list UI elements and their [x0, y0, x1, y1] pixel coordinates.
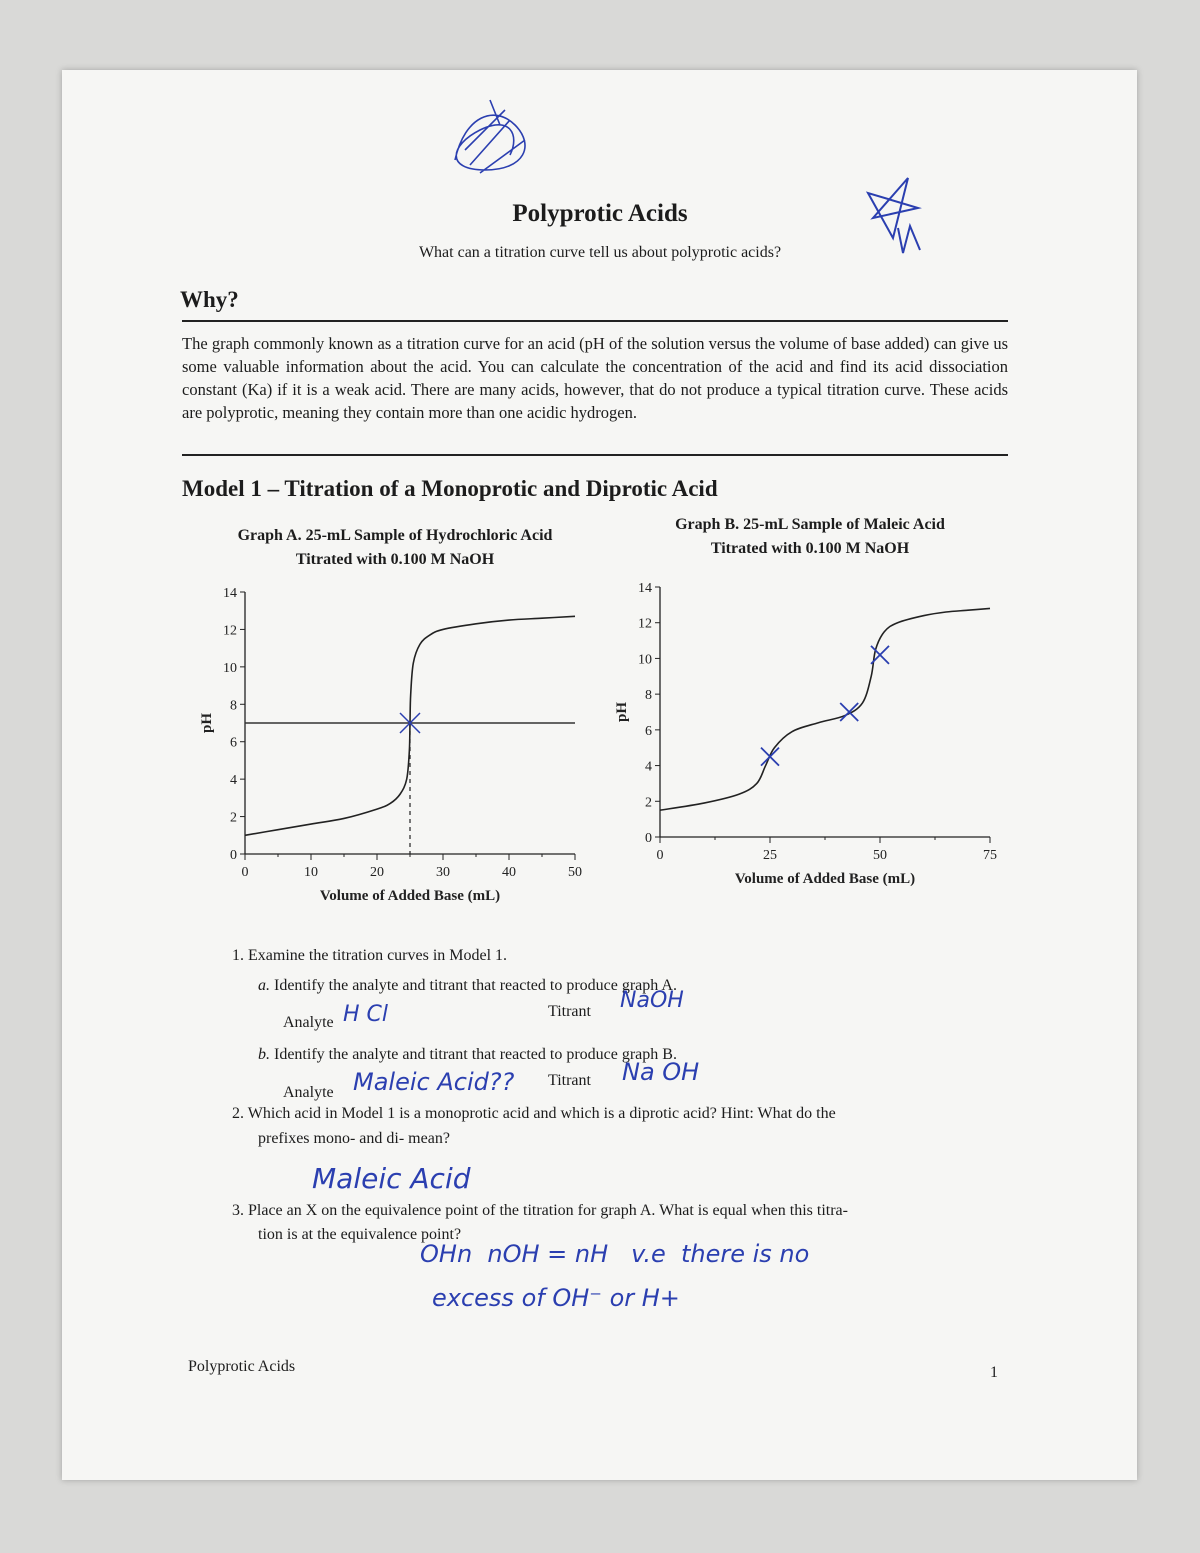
- question-3-line1: 3. Place an X on the equivalence point of the titration for graph A. What is equal when this titra-: [232, 1202, 848, 1219]
- x-axis-label: Volume of Added Base (mL): [734, 871, 916, 887]
- x-tick-label: 30: [436, 865, 450, 880]
- y-axis-label: pH: [199, 712, 215, 734]
- scribble-doodle: [440, 95, 540, 185]
- model-heading: Model 1 – Titration of a Monoprotic and Diprotic Acid: [182, 476, 718, 501]
- handdrawn-x-mark: [840, 703, 858, 721]
- x-tick-label: 20: [370, 865, 384, 880]
- x-tick-label: 40: [502, 865, 516, 880]
- x-tick-label: 75: [983, 848, 997, 863]
- question-2-line1: 2. Which acid in Model 1 is a monoprotic acid and which is a diprotic acid? Hint: What do the: [232, 1105, 836, 1122]
- divider: [182, 320, 1008, 322]
- y-axis-label: pH: [614, 701, 630, 723]
- analyte-a-answer: H Cl: [343, 1002, 389, 1027]
- page-subtitle: What can a titration curve tell us about polyprotic acids?: [418, 244, 782, 261]
- graph-b-title: [640, 513, 980, 561]
- y-tick-label: 0: [230, 848, 237, 863]
- question-2-line2: prefixes mono- and di- mean?: [258, 1130, 450, 1147]
- graph-a-title-line1: Graph A. 25-mL Sample of Hydrochloric Acid: [237, 527, 553, 544]
- x-tick-label: 50: [568, 865, 582, 880]
- why-paragraph: The graph commonly known as a titration curve for an acid (pH of the solution versus the volume of base added) can give us some valuable information about the acid. You can calculate the concentration of the acid and find its acid dissociation constant (Ka) if it is a weak acid. There are many acids, however, that do not produce a typical titration curve. These acids are polyprotic, meaning they contain more than one acidic hydrogen.: [182, 334, 1008, 422]
- why-heading: Why?: [180, 287, 239, 312]
- graph-b-title-line2: Titrated with 0.100 M NaOH: [710, 540, 910, 557]
- y-tick-label: 0: [645, 831, 652, 846]
- graph-b-title-line1: Graph B. 25-mL Sample of Maleic Acid: [675, 516, 945, 533]
- graph-a-title-line2: Titrated with 0.100 M NaOH: [295, 551, 495, 568]
- question-3-answer-line2: excess of OH⁻ or H+: [432, 1284, 680, 1312]
- titrant-b-answer: Na OH: [622, 1058, 700, 1086]
- titrant-b-label: Titrant: [548, 1072, 591, 1089]
- x-axis-label: Volume of Added Base (mL): [319, 888, 501, 904]
- y-tick-label: 2: [645, 795, 652, 811]
- titrant-a-label: Titrant: [548, 1003, 591, 1020]
- graph-a-title: [190, 524, 600, 572]
- graph-b-chart: [605, 575, 1005, 905]
- question-1: 1. Examine the titration curves in Model 1.: [232, 947, 508, 964]
- question-1b: [258, 1044, 677, 1066]
- analyte-a-label: Analyte: [283, 1014, 334, 1031]
- question-2-answer: Maleic Acid: [312, 1162, 471, 1195]
- y-tick-label: 10: [223, 660, 237, 676]
- question-1a-letter: a.: [258, 977, 270, 994]
- y-tick-label: 14: [638, 581, 652, 596]
- y-tick-label: 8: [645, 688, 652, 704]
- question-1a: [258, 975, 677, 997]
- x-tick-label: 25: [763, 848, 777, 863]
- question-1b-letter: b.: [258, 1046, 270, 1063]
- page-title: Polyprotic Acids: [512, 200, 688, 227]
- y-tick-label: 6: [230, 735, 237, 751]
- graph-a-chart: [190, 580, 610, 910]
- y-tick-label: 2: [230, 810, 237, 826]
- y-tick-label: 6: [645, 723, 652, 739]
- page-number: 1: [990, 1364, 998, 1381]
- y-tick-label: 10: [638, 652, 652, 668]
- x-tick-label: 10: [304, 865, 318, 880]
- x-tick-label: 0: [241, 865, 249, 880]
- y-tick-label: 14: [223, 586, 237, 601]
- x-tick-label: 50: [873, 848, 887, 863]
- y-tick-label: 12: [638, 616, 652, 632]
- question-3-answer-line1: OHn nOH = nH v.e there is no: [420, 1240, 810, 1268]
- y-tick-label: 12: [223, 623, 237, 639]
- x-tick-label: 0: [656, 848, 664, 863]
- handdrawn-x-mark: [761, 748, 779, 766]
- y-tick-label: 8: [230, 698, 237, 714]
- y-tick-label: 4: [230, 773, 237, 789]
- analyte-b-answer: Maleic Acid??: [353, 1068, 515, 1096]
- footer-title: Polyprotic Acids: [188, 1358, 296, 1375]
- titrant-a-answer: NaOH: [620, 988, 684, 1013]
- divider: [182, 454, 1008, 456]
- question-1a-text: Identify the analyte and titrant that reacted to produce graph A.: [274, 977, 677, 994]
- y-tick-label: 4: [645, 759, 652, 775]
- question-1b-text: Identify the analyte and titrant that reacted to produce graph B.: [274, 1046, 677, 1063]
- analyte-b-label: Analyte: [283, 1084, 334, 1101]
- titration-curve: [660, 608, 990, 810]
- question-3-line2: tion is at the equivalence point?: [258, 1226, 462, 1243]
